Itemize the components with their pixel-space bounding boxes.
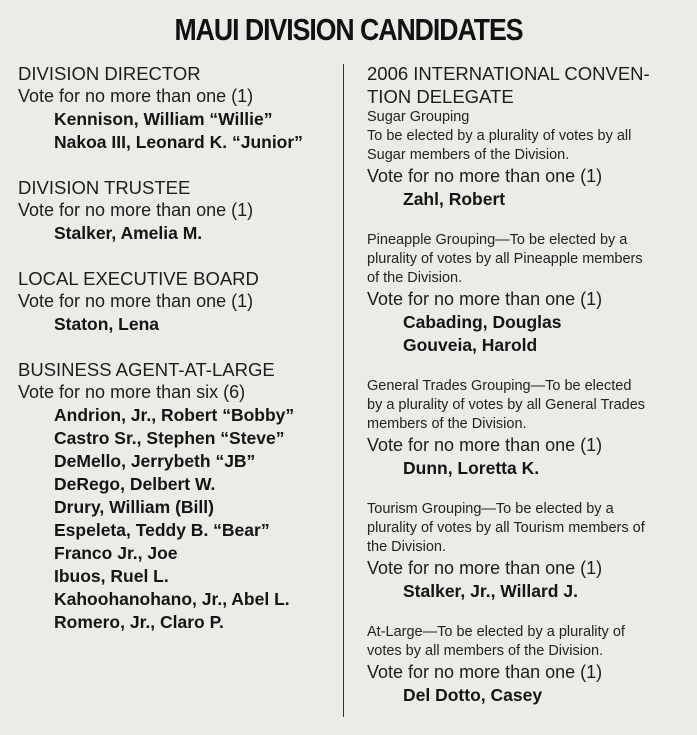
- candidate-name: Romero, Jr., Claro P.: [54, 612, 224, 632]
- right-column: [367, 62, 687, 707]
- candidate-name: Gouveia, Harold: [403, 335, 538, 355]
- group-description: At-Large—To be elected by a plurality of: [367, 624, 625, 640]
- section-heading: 2006 INTERNATIONAL CONVEN-: [367, 63, 650, 84]
- section-heading: TION DELEGATE: [367, 86, 514, 107]
- group-description: plurality of votes by all Pineapple members: [367, 251, 643, 267]
- candidate-list: [403, 311, 687, 357]
- candidate-name: Cabading, Douglas: [403, 312, 562, 332]
- group-description: To be elected by a plurality of votes by all: [367, 128, 632, 144]
- candidate-name: Dunn, Loretta K.: [403, 458, 540, 478]
- group-description: Sugar Grouping: [367, 109, 470, 125]
- group-description: members of the Division.: [367, 416, 527, 432]
- section-local-executive-board: [18, 267, 333, 336]
- section-heading: LOCAL EXECUTIVE BOARD: [18, 268, 259, 289]
- candidate-name: Kennison, William “Willie”: [54, 109, 273, 129]
- vote-instruction: Vote for no more than one (1): [367, 662, 603, 682]
- candidate-name: Del Dotto, Casey: [403, 685, 543, 705]
- group-general-trades: [367, 377, 687, 480]
- group-description: General Trades Grouping—To be elected: [367, 378, 632, 394]
- group-description: plurality of votes by all Tourism members of: [367, 520, 645, 536]
- group-description: Pineapple Grouping—To be elected by a: [367, 232, 628, 248]
- candidate-name: Espeleta, Teddy B. “Bear”: [54, 520, 270, 540]
- vote-instruction: Vote for no more than one (1): [367, 289, 603, 309]
- candidate-name: Drury, William (Bill): [54, 497, 214, 517]
- vote-instruction: Vote for no more than one (1): [367, 558, 603, 578]
- group-pineapple: [367, 231, 687, 357]
- section-division-trustee: [18, 176, 333, 245]
- vote-instruction: Vote for no more than one (1): [367, 166, 603, 186]
- column-divider: [343, 64, 344, 717]
- group-tourism: [367, 500, 687, 603]
- vote-instruction: Vote for no more than six (6): [18, 382, 246, 402]
- group-description: Tourism Grouping—To be elected by a: [367, 501, 614, 517]
- section-business-agent-at-large: [18, 358, 333, 634]
- candidate-list: [54, 222, 333, 245]
- candidate-list: [403, 457, 687, 480]
- group-description: the Division.: [367, 539, 446, 555]
- candidate-list: [403, 188, 687, 211]
- section-convention-delegate: [367, 62, 687, 108]
- section-heading: DIVISION DIRECTOR: [18, 63, 201, 84]
- section-heading: BUSINESS AGENT-AT-LARGE: [18, 359, 275, 380]
- vote-instruction: Vote for no more than one (1): [18, 86, 254, 106]
- group-sugar: [367, 108, 687, 211]
- candidate-name: Ibuos, Ruel L.: [54, 566, 169, 586]
- candidate-name: Staton, Lena: [54, 314, 160, 334]
- candidate-list: [54, 404, 333, 634]
- group-description: Sugar members of the Division.: [367, 147, 570, 163]
- section-division-director: [18, 62, 333, 154]
- group-description: by a plurality of votes by all General Trades: [367, 397, 646, 413]
- candidate-name: Franco Jr., Joe: [54, 543, 178, 563]
- candidate-name: Kahoohanohano, Jr., Abel L.: [54, 589, 290, 609]
- candidate-name: DeRego, Delbert W.: [54, 474, 216, 494]
- candidate-name: DeMello, Jerrybeth “JB”: [54, 451, 256, 471]
- section-heading: DIVISION TRUSTEE: [18, 177, 191, 198]
- vote-instruction: Vote for no more than one (1): [367, 435, 603, 455]
- candidate-list: [403, 684, 687, 707]
- candidate-list: [403, 580, 687, 603]
- left-column: [18, 62, 333, 634]
- group-description: votes by all members of the Division.: [367, 643, 604, 659]
- candidate-name: Nakoa III, Leonard K. “Junior”: [54, 132, 303, 152]
- page-title: MAUI DIVISION CANDIDATES: [174, 12, 523, 47]
- candidate-list: [54, 313, 333, 336]
- group-description: of the Division.: [367, 270, 463, 286]
- candidate-name: Stalker, Jr., Willard J.: [403, 581, 578, 601]
- candidate-name: Stalker, Amelia M.: [54, 223, 203, 243]
- vote-instruction: Vote for no more than one (1): [18, 291, 254, 311]
- candidate-name: Castro Sr., Stephen “Steve”: [54, 428, 285, 448]
- candidate-name: Andrion, Jr., Robert “Bobby”: [54, 405, 295, 425]
- vote-instruction: Vote for no more than one (1): [18, 200, 254, 220]
- candidate-name: Zahl, Robert: [403, 189, 506, 209]
- candidate-list: [54, 108, 333, 154]
- group-at-large: [367, 623, 687, 707]
